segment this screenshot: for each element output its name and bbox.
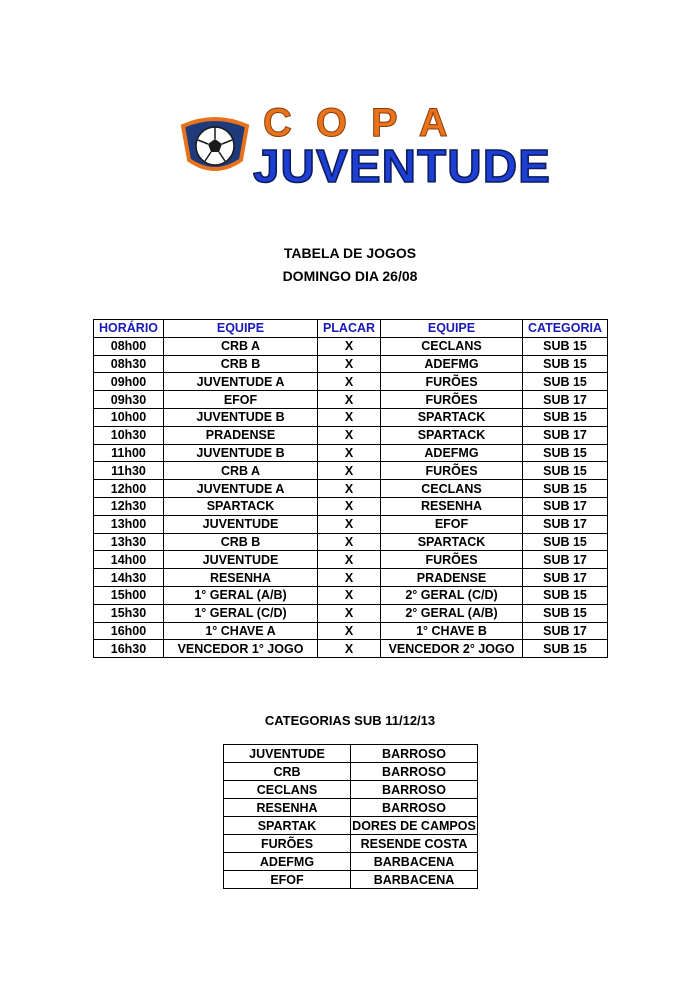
away-team: 2° GERAL (C/D): [381, 586, 523, 604]
score: X: [318, 551, 381, 569]
score: X: [318, 426, 381, 444]
category: SUB 15: [523, 462, 608, 480]
schedule-row: [94, 569, 608, 587]
score: X: [318, 586, 381, 604]
category: SUB 17: [523, 622, 608, 640]
schedule-row: [94, 622, 608, 640]
away-team: FURÕES: [381, 373, 523, 391]
schedule-header-row: [94, 320, 608, 338]
city-name: BARBACENA: [351, 853, 478, 871]
away-team: SPARTACK: [381, 426, 523, 444]
header-score: PLACAR: [318, 320, 381, 338]
category-row: [224, 781, 478, 799]
schedule-row: [94, 533, 608, 551]
category-row: [224, 871, 478, 889]
schedule-row: [94, 586, 608, 604]
category-row: [224, 763, 478, 781]
schedule-row: [94, 337, 608, 355]
match-time: 08h30: [94, 355, 164, 373]
category: SUB 15: [523, 444, 608, 462]
score: X: [318, 355, 381, 373]
away-team: RESENHA: [381, 497, 523, 515]
categories-table: [223, 744, 478, 889]
away-team: CECLANS: [381, 337, 523, 355]
category: SUB 17: [523, 391, 608, 409]
match-time: 10h00: [94, 408, 164, 426]
city-name: BARROSO: [351, 781, 478, 799]
away-team: ADEFMG: [381, 444, 523, 462]
score: X: [318, 337, 381, 355]
category: SUB 17: [523, 497, 608, 515]
match-time: 09h00: [94, 373, 164, 391]
category-row: [224, 799, 478, 817]
page-title: TABELA DE JOGOS: [283, 245, 417, 261]
team-name: FURÕES: [224, 835, 351, 853]
category: SUB 15: [523, 480, 608, 498]
match-time: 11h30: [94, 462, 164, 480]
match-time: 11h00: [94, 444, 164, 462]
schedule-row: [94, 640, 608, 658]
schedule-row: [94, 444, 608, 462]
score: X: [318, 640, 381, 658]
score: X: [318, 462, 381, 480]
home-team: EFOF: [164, 391, 318, 409]
score: X: [318, 408, 381, 426]
schedule-row: [94, 355, 608, 373]
score: X: [318, 480, 381, 498]
team-name: EFOF: [224, 871, 351, 889]
away-team: SPARTACK: [381, 533, 523, 551]
city-name: BARBACENA: [351, 871, 478, 889]
logo-line1: COPA: [263, 101, 472, 145]
page-subtitle: DOMINGO DIA 26/08: [282, 268, 418, 284]
schedule-table: [93, 319, 608, 658]
away-team: 2° GERAL (A/B): [381, 604, 523, 622]
header-category: CATEGORIA: [523, 320, 608, 338]
home-team: CRB A: [164, 337, 318, 355]
home-team: 1° GERAL (C/D): [164, 604, 318, 622]
away-team: FURÕES: [381, 391, 523, 409]
match-time: 14h00: [94, 551, 164, 569]
team-name: CECLANS: [224, 781, 351, 799]
match-time: 14h30: [94, 569, 164, 587]
home-team: 1° CHAVE A: [164, 622, 318, 640]
home-team: VENCEDOR 1° JOGO: [164, 640, 318, 658]
city-name: BARROSO: [351, 799, 478, 817]
category: SUB 15: [523, 586, 608, 604]
city-name: RESENDE COSTA: [351, 835, 478, 853]
schedule-row: [94, 497, 608, 515]
city-name: BARROSO: [351, 745, 478, 763]
schedule-row: [94, 408, 608, 426]
match-time: 12h00: [94, 480, 164, 498]
header-team-home: EQUIPE: [164, 320, 318, 338]
score: X: [318, 391, 381, 409]
category: SUB 15: [523, 604, 608, 622]
score: X: [318, 444, 381, 462]
home-team: JUVENTUDE: [164, 515, 318, 533]
city-name: DORES DE CAMPOS: [352, 818, 476, 833]
away-team: VENCEDOR 2° JOGO: [381, 640, 523, 658]
category: SUB 15: [523, 408, 608, 426]
away-team: SPARTACK: [381, 408, 523, 426]
match-time: 15h30: [94, 604, 164, 622]
city-name: BARROSO: [351, 763, 478, 781]
category: SUB 15: [523, 337, 608, 355]
category: SUB 15: [523, 533, 608, 551]
schedule-row: [94, 515, 608, 533]
header-time: HORÁRIO: [94, 320, 164, 338]
categories-title: CATEGORIAS SUB 11/12/13: [264, 713, 436, 728]
schedule-row: [94, 480, 608, 498]
match-time: 16h00: [94, 622, 164, 640]
home-team: JUVENTUDE: [164, 551, 318, 569]
away-team: CECLANS: [381, 480, 523, 498]
team-name: SPARTAK: [224, 817, 351, 835]
match-time: 16h30: [94, 640, 164, 658]
category-row: [224, 817, 478, 835]
category: SUB 17: [523, 426, 608, 444]
home-team: CRB B: [164, 355, 318, 373]
category: SUB 17: [523, 551, 608, 569]
score: X: [318, 622, 381, 640]
match-time: 15h00: [94, 586, 164, 604]
category-row: [224, 835, 478, 853]
home-team: CRB B: [164, 533, 318, 551]
home-team: JUVENTUDE A: [164, 373, 318, 391]
home-team: 1° GERAL (A/B): [164, 586, 318, 604]
categories-body: [224, 745, 478, 889]
away-team: FURÕES: [381, 551, 523, 569]
header-team-away: EQUIPE: [381, 320, 523, 338]
score: X: [318, 497, 381, 515]
category-row: [224, 745, 478, 763]
home-team: CRB A: [164, 462, 318, 480]
team-name: RESENHA: [224, 799, 351, 817]
home-team: RESENHA: [164, 569, 318, 587]
home-team: JUVENTUDE B: [164, 408, 318, 426]
logo-line2: JUVENTUDE: [253, 140, 551, 192]
away-team: EFOF: [381, 515, 523, 533]
schedule-row: [94, 426, 608, 444]
away-team: PRADENSE: [381, 569, 523, 587]
away-team: FURÕES: [381, 462, 523, 480]
score: X: [318, 533, 381, 551]
score: X: [318, 569, 381, 587]
category: SUB 17: [523, 569, 608, 587]
score: X: [318, 604, 381, 622]
match-time: 13h30: [94, 533, 164, 551]
schedule-row: [94, 391, 608, 409]
category-row: [224, 853, 478, 871]
category: SUB 15: [523, 640, 608, 658]
team-name: CRB: [224, 763, 351, 781]
score: X: [318, 515, 381, 533]
category: SUB 15: [523, 355, 608, 373]
match-time: 13h00: [94, 515, 164, 533]
home-team: PRADENSE: [164, 426, 318, 444]
category: SUB 17: [523, 515, 608, 533]
away-team: ADEFMG: [381, 355, 523, 373]
team-name: JUVENTUDE: [224, 745, 351, 763]
score: X: [318, 373, 381, 391]
home-team: SPARTACK: [164, 497, 318, 515]
schedule-row: [94, 551, 608, 569]
team-name: ADEFMG: [224, 853, 351, 871]
schedule-body: [94, 337, 608, 657]
schedule-row: [94, 604, 608, 622]
match-time: 12h30: [94, 497, 164, 515]
home-team: JUVENTUDE B: [164, 444, 318, 462]
match-time: 08h00: [94, 337, 164, 355]
schedule-row: [94, 373, 608, 391]
match-time: 09h30: [94, 391, 164, 409]
category: SUB 15: [523, 373, 608, 391]
copa-juventude-logo: [175, 98, 555, 193]
schedule-row: [94, 462, 608, 480]
soccer-ball-shield-icon: [183, 119, 247, 169]
match-time: 10h30: [94, 426, 164, 444]
home-team: JUVENTUDE A: [164, 480, 318, 498]
away-team: 1° CHAVE B: [381, 622, 523, 640]
